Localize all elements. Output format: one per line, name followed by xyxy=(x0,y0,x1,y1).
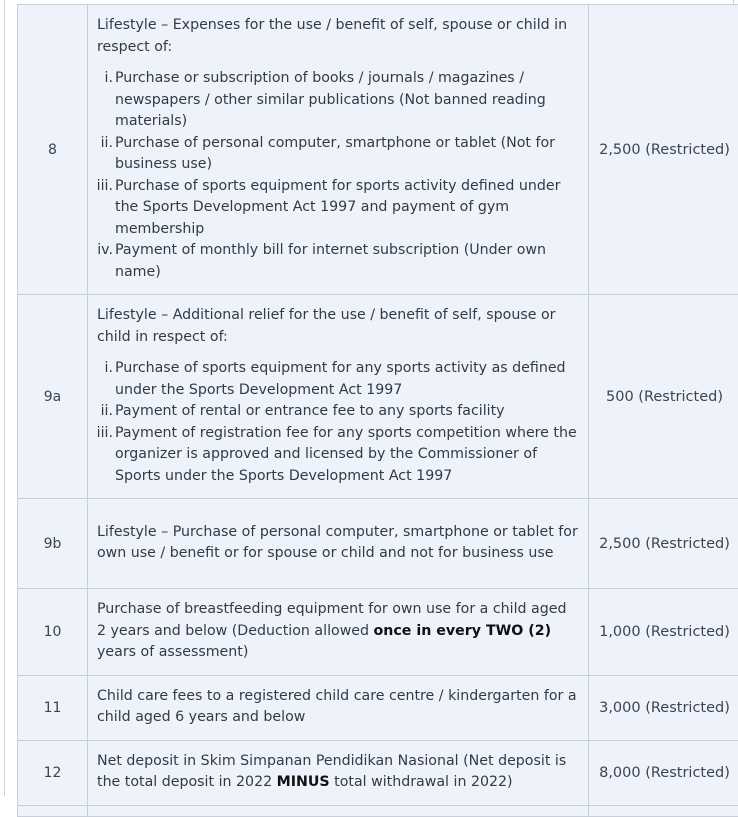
row-description xyxy=(88,740,589,805)
relief-amount: 2,500 (Restricted) xyxy=(589,499,738,589)
row-description-empty xyxy=(88,805,589,816)
list-item: Purchase of sports equipment for any sports activity as defined under the Sports Development Act 1997 xyxy=(115,358,580,401)
list-item: Purchase or subscription of books / journals / magazines / newspapers / other similar publications (Not banned reading materials) xyxy=(115,68,580,133)
row-description xyxy=(88,499,589,589)
list-item: Purchase of sports equipment for sports activity defined under the Sports Development Act 1997 and payment of gym membership xyxy=(115,176,580,241)
row-text: Child care fees to a registered child care centre / kindergarten for a child aged 6 years and below xyxy=(97,686,580,729)
row-intro: Lifestyle – Expenses for the use / benefit of self, spouse or child in respect of: xyxy=(97,15,580,58)
relief-amount: 3,000 (Restricted) xyxy=(589,675,738,740)
list-item: Purchase of personal computer, smartphone or tablet (Not for business use) xyxy=(115,133,580,176)
row-number: 12 xyxy=(18,740,88,805)
sub-item-list xyxy=(97,358,580,487)
row-number-empty xyxy=(18,805,88,816)
table-row xyxy=(18,740,738,805)
bold-text: MINUS xyxy=(277,774,330,790)
row-text xyxy=(97,751,580,794)
table-row-partial xyxy=(18,805,738,816)
row-description xyxy=(88,589,589,676)
table-row xyxy=(18,5,738,295)
table-row xyxy=(18,499,738,589)
table-row xyxy=(18,589,738,676)
list-item: Payment of rental or entrance fee to any sports facility xyxy=(115,401,580,423)
row-intro: Lifestyle – Additional relief for the use / benefit of self, spouse or child in respect of: xyxy=(97,305,580,348)
tax-relief-table xyxy=(17,4,738,817)
list-item: Payment of registration fee for any sports competition where the organizer is approved and licensed by the Commissioner of Sports under the Sports Development Act 1997 xyxy=(115,423,580,488)
row-number: 11 xyxy=(18,675,88,740)
row-text xyxy=(97,599,580,664)
table-row xyxy=(18,295,738,499)
relief-amount: 8,000 (Restricted) xyxy=(589,740,738,805)
text-part: Purchase of breastfeeding equipment for own use for a child aged 2 years and below (Deduction allowed xyxy=(97,601,567,639)
table-row xyxy=(18,675,738,740)
bold-text: once in every TWO (2) xyxy=(374,623,552,639)
row-number: 9b xyxy=(18,499,88,589)
row-number: 8 xyxy=(18,5,88,295)
row-description xyxy=(88,5,589,295)
relief-amount: 500 (Restricted) xyxy=(589,295,738,499)
list-item: Payment of monthly bill for internet subscription (Under own name) xyxy=(115,240,580,283)
sub-item-list xyxy=(97,68,580,283)
relief-amount: 2,500 (Restricted) xyxy=(589,5,738,295)
relief-amount: 1,000 (Restricted) xyxy=(589,589,738,676)
text-part: Net deposit in Skim Simpanan Pendidikan Nasional (Net deposit is the total deposit in 2022 xyxy=(97,753,566,791)
row-number: 10 xyxy=(18,589,88,676)
row-description xyxy=(88,295,589,499)
row-number: 9a xyxy=(18,295,88,499)
relief-amount-empty xyxy=(589,805,738,816)
text-part: years of assessment) xyxy=(97,644,248,660)
row-description xyxy=(88,675,589,740)
row-text: Lifestyle – Purchase of personal computer, smartphone or tablet for own use / benefit or for spouse or child and not for business use xyxy=(97,522,580,565)
text-part: total withdrawal in 2022) xyxy=(330,774,513,790)
